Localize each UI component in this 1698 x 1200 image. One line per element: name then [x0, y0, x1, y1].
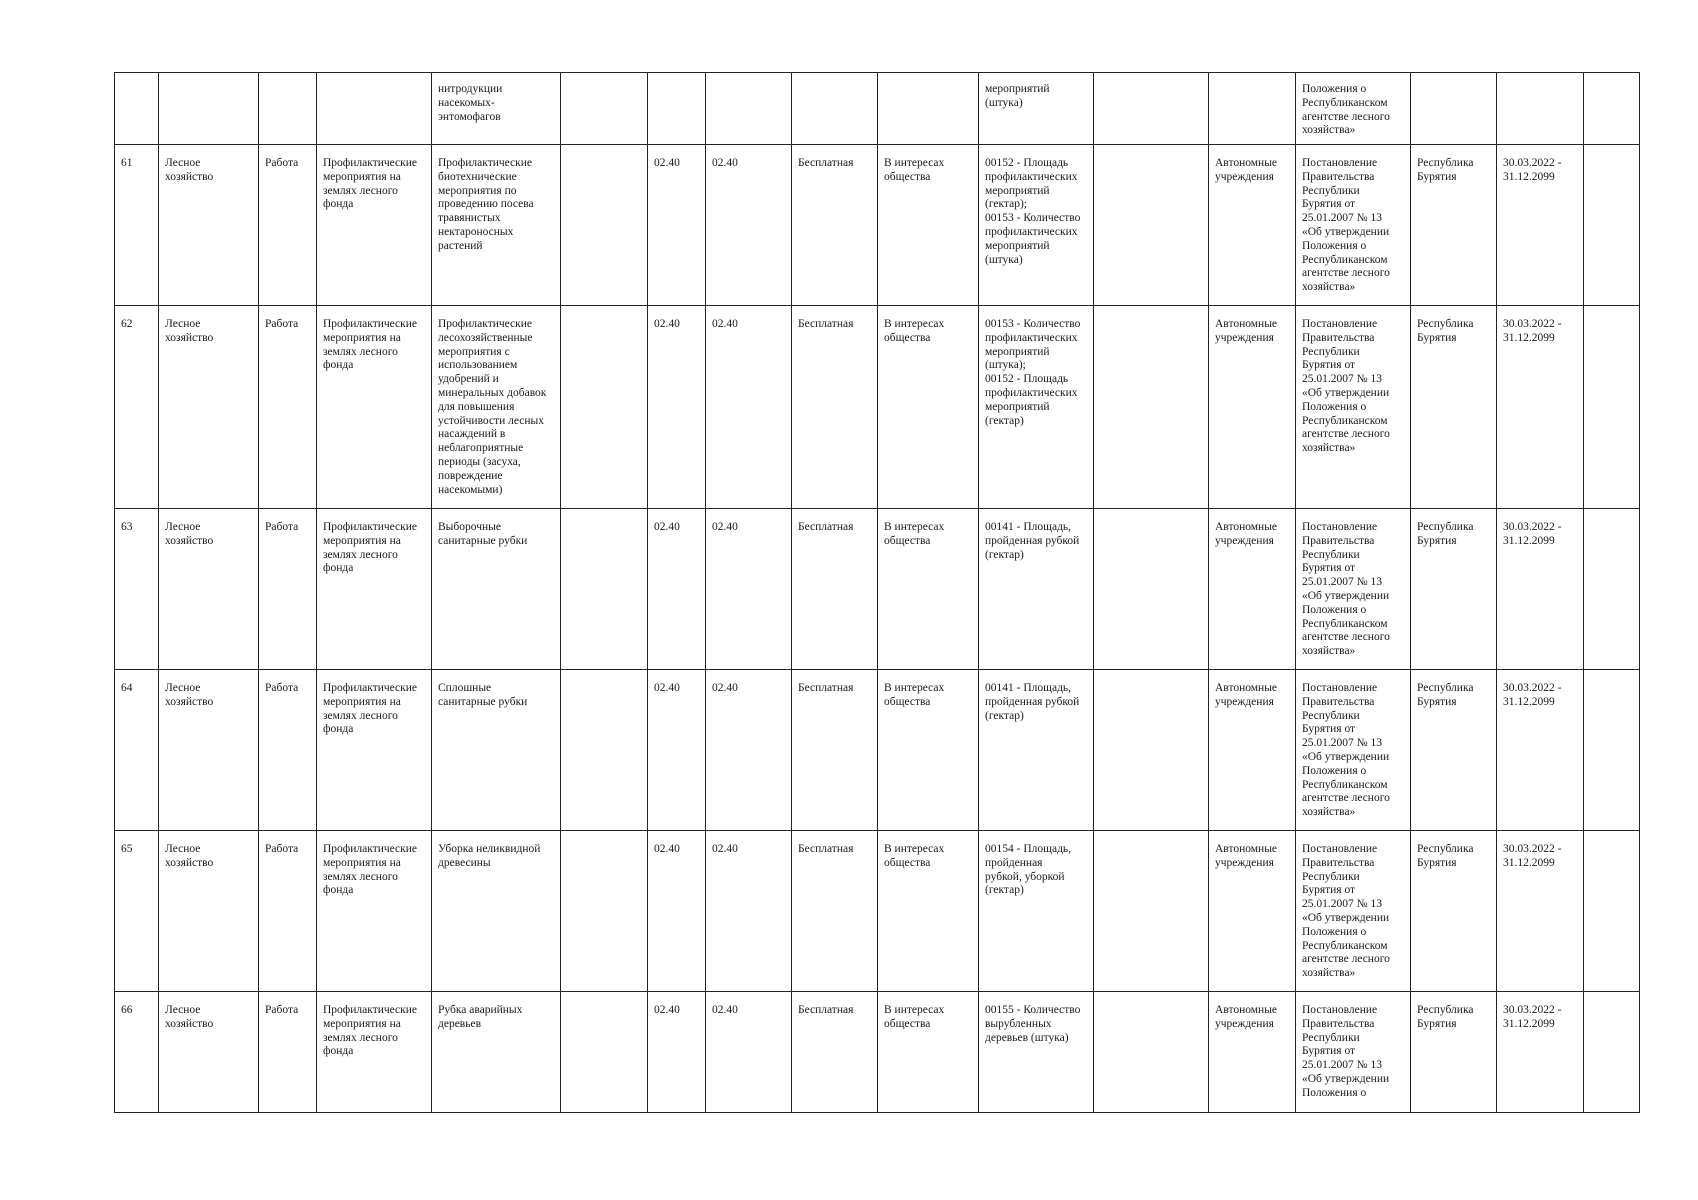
kind-text: Работа [265, 843, 299, 855]
payment-text: Бесплатная [798, 521, 854, 533]
cell-blank2 [1094, 831, 1209, 992]
period-text: 30.03.2022 - 31.12.2099 [1503, 521, 1562, 547]
cell-sector [159, 831, 259, 992]
table-row [115, 992, 1640, 1113]
sector-text: Лесное хозяйство [165, 1004, 214, 1030]
cell-kind [259, 306, 317, 509]
cell-okved2 [706, 145, 792, 306]
cell-last [1584, 73, 1640, 145]
sector-text: Лесное хозяйство [165, 318, 214, 344]
cell-indicators [979, 831, 1094, 992]
legal-basis-text: Постановление Правительства Республики Бурятия от 25.01.2007 № 13 «Об утверждении Положения о Республиканском агентстве лесного хозяйства» [1302, 843, 1390, 980]
cell-okved1 [648, 831, 706, 992]
cell-service-name [432, 670, 561, 831]
cell-period [1497, 831, 1584, 992]
institutions-text: Автономные учреждения [1215, 521, 1278, 547]
row-number: 66 [121, 1004, 133, 1016]
cell-extra [561, 509, 648, 670]
okved1-text: 02.40 [654, 318, 680, 330]
cell-legal-basis [1296, 73, 1411, 145]
service-name-text: Уборка неликвидной древесины [438, 843, 541, 869]
cell-service-name [432, 306, 561, 509]
cell-num [115, 145, 159, 306]
kind-text: Работа [265, 1004, 299, 1016]
cell-last [1584, 831, 1640, 992]
indicators-text: мероприятий (штука) [985, 83, 1050, 109]
cell-last [1584, 992, 1640, 1113]
cell-extra [561, 145, 648, 306]
cell-sector [159, 670, 259, 831]
cell-last [1584, 509, 1640, 670]
service-name-text: нитродукции насекомых- энтомофагов [438, 83, 503, 123]
cell-payment [792, 670, 878, 831]
cell-num [115, 73, 159, 145]
cell-okved2 [706, 992, 792, 1113]
region-text: Республика Бурятия [1417, 157, 1474, 183]
cell-institutions [1209, 145, 1296, 306]
payment-text: Бесплатная [798, 157, 854, 169]
cell-sector [159, 992, 259, 1113]
cell-last [1584, 670, 1640, 831]
cell-sector [159, 509, 259, 670]
region-text: Республика Бурятия [1417, 318, 1474, 344]
cell-institutions [1209, 992, 1296, 1113]
payment-text: Бесплатная [798, 318, 854, 330]
row-number: 63 [121, 521, 133, 533]
cell-sector [159, 73, 259, 145]
cell-group [317, 73, 432, 145]
cell-region [1411, 992, 1497, 1113]
table-row [115, 670, 1640, 831]
cell-institutions [1209, 306, 1296, 509]
period-text: 30.03.2022 - 31.12.2099 [1503, 843, 1562, 869]
sector-text: Лесное хозяйство [165, 843, 214, 869]
cell-group [317, 145, 432, 306]
institutions-text: Автономные учреждения [1215, 318, 1278, 344]
cell-service-name [432, 73, 561, 145]
interest-text: В интересах общества [884, 1004, 945, 1030]
okved1-text: 02.40 [654, 521, 680, 533]
cell-kind [259, 670, 317, 831]
table-row-continuation [115, 73, 1640, 145]
cell-indicators [979, 306, 1094, 509]
table-row [115, 509, 1640, 670]
group-text: Профилактические мероприятия на землях лесного фонда [323, 521, 417, 575]
okved2-text: 02.40 [712, 1004, 738, 1016]
legal-basis-text: Постановление Правительства Республики Бурятия от 25.01.2007 № 13 «Об утверждении Положения о Республиканском агентстве лесного хозяйства» [1302, 521, 1390, 658]
interest-text: В интересах общества [884, 682, 945, 708]
cell-payment [792, 73, 878, 145]
table-row [115, 145, 1640, 306]
cell-period [1497, 306, 1584, 509]
cell-region [1411, 73, 1497, 145]
cell-group [317, 831, 432, 992]
cell-period [1497, 73, 1584, 145]
cell-region [1411, 509, 1497, 670]
cell-region [1411, 831, 1497, 992]
service-name-text: Сплошные санитарные рубки [438, 682, 528, 708]
cell-num [115, 670, 159, 831]
cell-payment [792, 831, 878, 992]
cell-okved2 [706, 73, 792, 145]
cell-okved1 [648, 509, 706, 670]
cell-blank2 [1094, 670, 1209, 831]
period-text: 30.03.2022 - 31.12.2099 [1503, 318, 1562, 344]
cell-interest [878, 306, 979, 509]
cell-legal-basis [1296, 992, 1411, 1113]
cell-kind [259, 145, 317, 306]
service-name-text: Профилактические лесохозяйственные мероприятия с использованием удобрений и минеральных добавок для повышения устойчивости лесных насаждений в неблагоприятные периоды (засуха, повреждение насекомыми) [438, 318, 547, 496]
indicators-text: 00152 - Площадь профилактических мероприятий (гектар); 00153 - Количество профилактических мероприятий (штука) [985, 157, 1081, 266]
cell-indicators [979, 73, 1094, 145]
institutions-text: Автономные учреждения [1215, 843, 1278, 869]
cell-payment [792, 992, 878, 1113]
cell-blank2 [1094, 306, 1209, 509]
cell-legal-basis [1296, 670, 1411, 831]
cell-okved1 [648, 992, 706, 1113]
cell-interest [878, 831, 979, 992]
kind-text: Работа [265, 157, 299, 169]
cell-interest [878, 73, 979, 145]
cell-num [115, 509, 159, 670]
cell-kind [259, 992, 317, 1113]
legal-basis-text: Постановление Правительства Республики Бурятия от 25.01.2007 № 13 «Об утверждении Положения о [1302, 1004, 1390, 1099]
institutions-text: Автономные учреждения [1215, 1004, 1278, 1030]
sector-text: Лесное хозяйство [165, 682, 214, 708]
cell-okved1 [648, 73, 706, 145]
indicators-text: 00141 - Площадь, пройденная рубкой (гектар) [985, 682, 1080, 722]
cell-payment [792, 145, 878, 306]
cell-indicators [979, 670, 1094, 831]
cell-period [1497, 509, 1584, 670]
cell-service-name [432, 509, 561, 670]
okved2-text: 02.40 [712, 521, 738, 533]
cell-num [115, 306, 159, 509]
cell-legal-basis [1296, 306, 1411, 509]
region-text: Республика Бурятия [1417, 682, 1474, 708]
cell-sector [159, 145, 259, 306]
cell-region [1411, 306, 1497, 509]
service-name-text: Рубка аварийных деревьев [438, 1004, 523, 1030]
cell-extra [561, 670, 648, 831]
cell-kind [259, 73, 317, 145]
okved1-text: 02.40 [654, 157, 680, 169]
cell-region [1411, 145, 1497, 306]
cell-interest [878, 992, 979, 1113]
cell-institutions [1209, 831, 1296, 992]
group-text: Профилактические мероприятия на землях лесного фонда [323, 682, 417, 736]
cell-service-name [432, 992, 561, 1113]
cell-blank2 [1094, 145, 1209, 306]
cell-payment [792, 306, 878, 509]
interest-text: В интересах общества [884, 318, 945, 344]
row-number: 61 [121, 157, 133, 169]
cell-sector [159, 306, 259, 509]
cell-group [317, 509, 432, 670]
okved1-text: 02.40 [654, 1004, 680, 1016]
interest-text: В интересах общества [884, 843, 945, 869]
cell-blank2 [1094, 509, 1209, 670]
cell-okved1 [648, 306, 706, 509]
cell-service-name [432, 831, 561, 992]
cell-extra [561, 831, 648, 992]
cell-last [1584, 306, 1640, 509]
table-row [115, 831, 1640, 992]
cell-indicators [979, 992, 1094, 1113]
cell-blank2 [1094, 992, 1209, 1113]
okved2-text: 02.40 [712, 843, 738, 855]
cell-num [115, 992, 159, 1113]
cell-indicators [979, 145, 1094, 306]
institutions-text: Автономные учреждения [1215, 682, 1278, 708]
payment-text: Бесплатная [798, 843, 854, 855]
cell-interest [878, 670, 979, 831]
okved1-text: 02.40 [654, 843, 680, 855]
region-text: Республика Бурятия [1417, 843, 1474, 869]
cell-institutions [1209, 670, 1296, 831]
okved2-text: 02.40 [712, 682, 738, 694]
cell-kind [259, 509, 317, 670]
cell-legal-basis [1296, 831, 1411, 992]
payment-text: Бесплатная [798, 1004, 854, 1016]
period-text: 30.03.2022 - 31.12.2099 [1503, 682, 1562, 708]
kind-text: Работа [265, 318, 299, 330]
indicators-text: 00154 - Площадь, пройденная рубкой, уборкой (гектар) [985, 843, 1072, 897]
payment-text: Бесплатная [798, 682, 854, 694]
cell-blank2 [1094, 73, 1209, 145]
indicators-text: 00141 - Площадь, пройденная рубкой (гектар) [985, 521, 1080, 561]
period-text: 30.03.2022 - 31.12.2099 [1503, 157, 1562, 183]
group-text: Профилактические мероприятия на землях лесного фонда [323, 157, 417, 211]
cell-group [317, 992, 432, 1113]
cell-institutions [1209, 73, 1296, 145]
region-text: Республика Бурятия [1417, 1004, 1474, 1030]
service-name-text: Выборочные санитарные рубки [438, 521, 528, 547]
cell-indicators [979, 509, 1094, 670]
row-number: 64 [121, 682, 133, 694]
cell-extra [561, 992, 648, 1113]
cell-last [1584, 145, 1640, 306]
cell-group [317, 670, 432, 831]
cell-okved1 [648, 670, 706, 831]
cell-group [317, 306, 432, 509]
indicators-text: 00155 - Количество вырубленных деревьев (штука) [985, 1004, 1081, 1044]
cell-period [1497, 992, 1584, 1113]
legal-basis-text: Постановление Правительства Республики Бурятия от 25.01.2007 № 13 «Об утверждении Положения о Республиканском агентстве лесного хозяйства» [1302, 157, 1390, 294]
service-name-text: Профилактические биотехнические мероприятия по проведению посева травянистых нектароносных растений [438, 157, 534, 252]
period-text: 30.03.2022 - 31.12.2099 [1503, 1004, 1562, 1030]
cell-legal-basis [1296, 145, 1411, 306]
cell-okved2 [706, 831, 792, 992]
cell-num [115, 831, 159, 992]
cell-interest [878, 145, 979, 306]
cell-institutions [1209, 509, 1296, 670]
cell-okved2 [706, 509, 792, 670]
cell-payment [792, 509, 878, 670]
interest-text: В интересах общества [884, 157, 945, 183]
legal-basis-text: Постановление Правительства Республики Бурятия от 25.01.2007 № 13 «Об утверждении Положения о Республиканском агентстве лесного хозяйства» [1302, 318, 1390, 455]
table-row [115, 306, 1640, 509]
indicators-text: 00153 - Количество профилактических мероприятий (штука); 00152 - Площадь профилактических мероприятий (гектар) [985, 318, 1081, 427]
sector-text: Лесное хозяйство [165, 157, 214, 183]
cell-region [1411, 670, 1497, 831]
cell-legal-basis [1296, 509, 1411, 670]
kind-text: Работа [265, 521, 299, 533]
okved1-text: 02.40 [654, 682, 680, 694]
cell-extra [561, 306, 648, 509]
cell-okved2 [706, 306, 792, 509]
cell-period [1497, 670, 1584, 831]
legal-basis-text: Положения о Республиканском агентстве лесного хозяйства» [1302, 83, 1390, 137]
row-number: 62 [121, 318, 133, 330]
group-text: Профилактические мероприятия на землях лесного фонда [323, 1004, 417, 1058]
group-text: Профилактические мероприятия на землях лесного фонда [323, 318, 417, 372]
row-number: 65 [121, 843, 133, 855]
cell-okved1 [648, 145, 706, 306]
cell-period [1497, 145, 1584, 306]
institutions-text: Автономные учреждения [1215, 157, 1278, 183]
legal-basis-text: Постановление Правительства Республики Бурятия от 25.01.2007 № 13 «Об утверждении Положения о Республиканском агентстве лесного хозяйства» [1302, 682, 1390, 819]
okved2-text: 02.40 [712, 318, 738, 330]
kind-text: Работа [265, 682, 299, 694]
cell-extra [561, 73, 648, 145]
cell-service-name [432, 145, 561, 306]
cell-interest [878, 509, 979, 670]
region-text: Республика Бурятия [1417, 521, 1474, 547]
services-registry-table [114, 72, 1640, 1113]
sector-text: Лесное хозяйство [165, 521, 214, 547]
cell-okved2 [706, 670, 792, 831]
cell-kind [259, 831, 317, 992]
okved2-text: 02.40 [712, 157, 738, 169]
interest-text: В интересах общества [884, 521, 945, 547]
group-text: Профилактические мероприятия на землях лесного фонда [323, 843, 417, 897]
